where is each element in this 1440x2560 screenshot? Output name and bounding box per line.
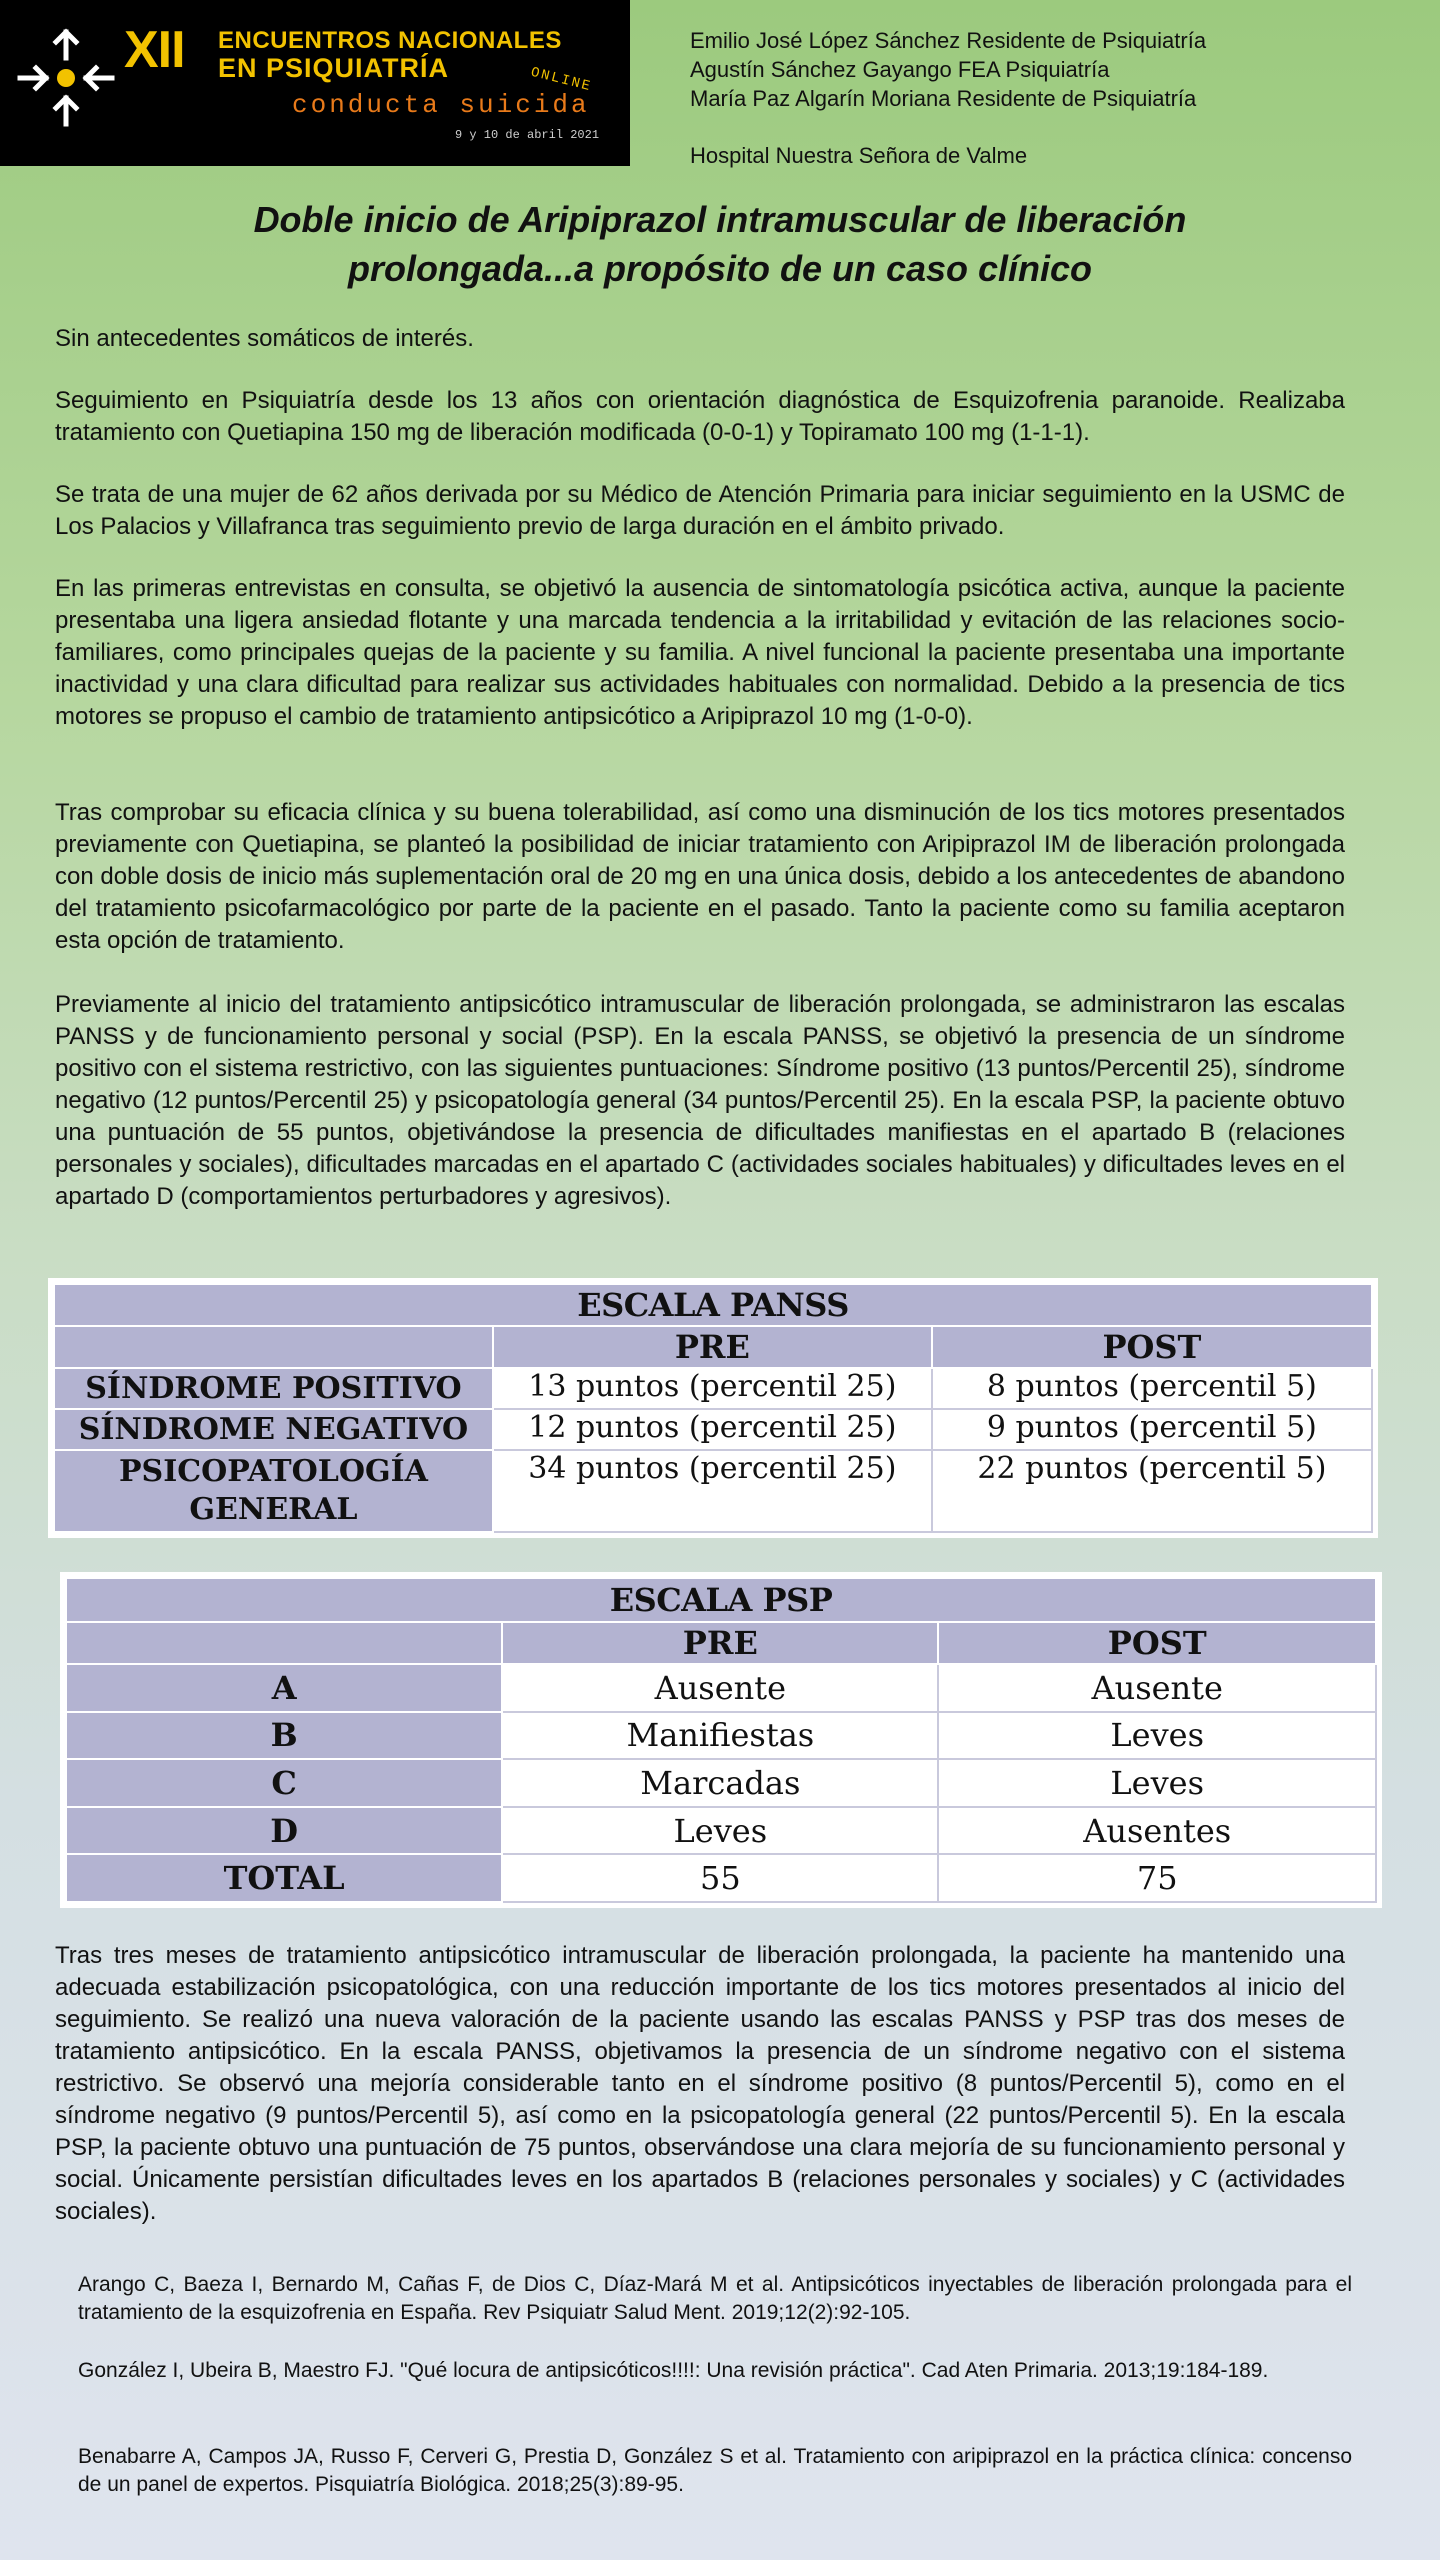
psp-post-value: 75 [938,1854,1376,1902]
panss-table-title: ESCALA PANSS [54,1284,1372,1326]
panss-post-value: 9 puntos (percentil 5) [932,1409,1372,1450]
psp-row-label: C [66,1759,502,1807]
poster-title-line2: prolongada...a propósito de un caso clínico [347,248,1093,289]
psp-pre-value: Manifiestas [502,1712,938,1760]
psp-col-post: POST [938,1622,1376,1664]
psp-pre-value: Leves [502,1807,938,1855]
poster-title-line1: Doble inicio de Aripiprazol intramuscular de liberación [253,199,1187,240]
panss-pre-value: 13 puntos (percentil 25) [493,1368,932,1409]
psp-row-label: TOTAL [66,1854,502,1902]
paragraph-seguimiento: Seguimiento en Psiquiatría desde los 13 años con orientación diagnóstica de Esquizofrenia paranoide. Realizaba tratamiento con Quetiapina 150 mg de liberación modificada (0-0-1) y Topiramato 100 mg (1-1-1). [55,387,1345,446]
psp-pre-value: Ausente [502,1664,938,1712]
reference-3: Benabarre A, Campos JA, Russo F, Cerveri G, Prestia D, González S et al. Tratamiento con aripiprazol en la práctica clínica: concenso de un panel de expertos. Pisquiatría Biológica. 2018;25(3):89-95. [78,2445,1352,2496]
panss-col-pre: PRE [493,1326,932,1368]
psp-post-value: Ausente [938,1664,1376,1712]
psp-row-label: D [66,1807,502,1855]
logo-tagline: conducta suicida [292,90,590,120]
table-row [54,1409,1372,1450]
psp-pre-value: 55 [502,1854,938,1902]
psp-post-value: Leves [938,1759,1376,1807]
panss-post-value: 22 puntos (percentil 5) [932,1450,1372,1532]
logo-date: 9 y 10 de abril 2021 [455,128,600,142]
event-logo [0,0,630,166]
author-3: María Paz Algarín Moriana Residente de Psiquiatría [690,86,1197,111]
psp-post-value: Leves [938,1712,1376,1760]
table-row [66,1664,1376,1712]
psp-row-label: A [66,1664,502,1712]
psp-post-value: Ausentes [938,1807,1376,1855]
paragraph-tratamiento: Tras comprobar su eficacia clínica y su buena tolerabilidad, así como una disminución de los tics motores presentados previamente con Quetiapina, se planteó la posibilidad de iniciar tratamiento con Aripiprazol IM de liberación prolongada con doble dosis de inicio más suplementación oral de 20 mg en una única dosis, debido a los antecedentes de abandono del tratamiento psicofarmacológico por parte de la paciente en el pasado. Tanto la paciente como su familia aceptaron esta opción de tratamiento. [55,799,1345,954]
table-row [66,1712,1376,1760]
panss-post-value: 8 puntos (percentil 5) [932,1368,1372,1409]
logo-online-label: ONLINE [528,64,594,96]
reference-1: Arango C, Baeza I, Bernardo M, Cañas F, de Dios C, Díaz-Mará M et al. Antipsicóticos inyectables de liberación prolongada para el tratamiento de la esquizofrenia en España. Rev Psiquiatr Salud Ment. 2019;12(2):92-105. [78,2273,1352,2324]
panss-pre-value: 12 puntos (percentil 25) [493,1409,932,1450]
logo-edition-number: XII [124,21,185,79]
psp-row-label: B [66,1712,502,1760]
psp-pre-value: Marcadas [502,1759,938,1807]
psp-corner-cell [66,1622,502,1664]
paragraph-escalas-pre: Previamente al inicio del tratamiento antipsicótico intramuscular de liberación prolongada, se administraron las escalas PANSS y de funcionamiento personal y social (PSP). En la escala PANSS, se objetivó la presencia de un síndrome positivo con el sistema restrictivo, con las siguientes puntuaciones: Síndrome positivo (13 puntos/Percentil 25), síndrome negativo (12 puntos/Percentil 25) y psicopatología general (34 puntos/Percentil 25). En la escala PSP, la paciente obtuvo una puntuación de 55 puntos, objetivándose la presencia de dificultades manifiestas en el apartado B (relaciones personales y sociales), dificultades marcadas en el apartado C (actividades sociales habituales) y dificultades leves en el apartado D (comportamientos perturbadores y agresivos). [55,991,1345,1210]
panss-col-post: POST [932,1326,1372,1368]
poster-title [100,195,1340,293]
arrows-sun-icon [14,26,118,130]
table-row [66,1759,1376,1807]
table-row [54,1368,1372,1409]
psp-table [60,1572,1382,1908]
panss-table [48,1278,1378,1538]
author-list [690,26,1206,113]
paragraph-derivacion: Se trata de una mujer de 62 años derivada por su Médico de Atención Primaria para iniciar seguimiento en la USMC de Los Palacios y Villafranca tras seguimiento previo de larga duración en el ámbito privado. [55,481,1345,540]
reference-2: González I, Ubeira B, Maestro FJ. "Qué locura de antipsicóticos!!!!: Una revisión práctica". Cad Aten Primaria. 2013;19:184-189. [78,2359,1269,2382]
panss-row-label: SÍNDROME POSITIVO [54,1368,493,1409]
panss-corner-cell [54,1326,493,1368]
hospital-name: Hospital Nuestra Señora de Valme [690,143,1028,168]
table-row [66,1807,1376,1855]
author-1: Emilio José López Sánchez Residente de Psiquiatría [690,28,1207,53]
logo-title-line1: ENCUENTROS NACIONALES [218,27,562,54]
paragraph-entrevistas: En las primeras entrevistas en consulta, se objetivó la ausencia de sintomatología psicótica activa, aunque la paciente presentaba una ligera ansiedad flotante y una marcada tendencia a la irritabilidad y evitación de las relaciones socio-familiares, como principales quejas de la paciente y su familia. A nivel funcional la paciente presentaba una importante inactividad y una clara dificultad para realizar sus actividades habituales con normalidad. Debido a la presencia de tics motores se propuso el cambio de tratamiento antipsicótico a Aripiprazol 10 mg (1-0-0). [55,575,1345,730]
table-row [54,1450,1372,1532]
panss-pre-value: 34 puntos (percentil 25) [493,1450,932,1532]
logo-title-line2: EN PSIQUIATRÍA [218,53,450,83]
panss-row-label: SÍNDROME NEGATIVO [54,1409,493,1450]
paragraph-evolucion: Tras tres meses de tratamiento antipsicótico intramuscular de liberación prolongada, la paciente ha mantenido una adecuada estabilización psicopatológica, con una reducción importante de los tics motores presentados al inicio del seguimiento. Se realizó una nueva valoración de la paciente usando las escalas PANSS y PSP tras dos meses de tratamiento antipsicótico. En la escala PANSS, objetivamos la presencia de un síndrome negativo con el sistema restrictivo. Se observó una mejoría considerable tanto en el síndrome positivo (8 puntos/Percentil 5), como en el síndrome negativo (9 puntos/Percentil 5), así como en la psicopatología general (22 puntos/Percentil 5). En la escala PSP, la paciente obtuvo una puntuación de 75 puntos, observándose una clara mejoría de su funcionamiento personal y social. Únicamente persistían dificultades leves en los apartados B (relaciones personales y sociales) y C (actividades sociales). [55,1942,1345,2225]
table-row [66,1854,1376,1902]
psp-table-title: ESCALA PSP [66,1578,1376,1622]
panss-row-label: PSICOPATOLOGÍA GENERAL [54,1450,493,1532]
author-2: Agustín Sánchez Gayango FEA Psiquiatría [690,57,1110,82]
psp-col-pre: PRE [502,1622,938,1664]
paragraph-antecedentes: Sin antecedentes somáticos de interés. [55,325,474,352]
